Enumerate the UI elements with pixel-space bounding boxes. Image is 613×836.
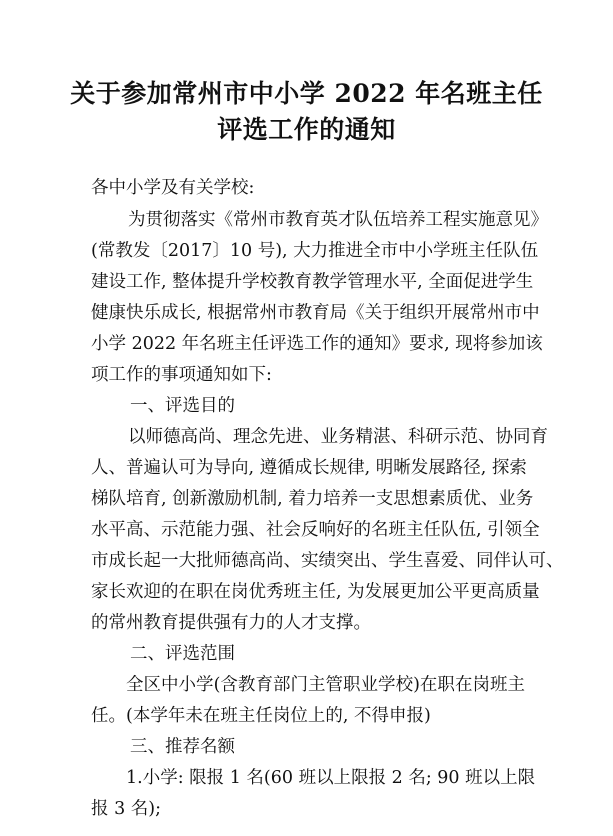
paragraph-1-line-5: 小学 2022 年名班主任评选工作的通知》要求, 现将参加该 (91, 334, 543, 354)
paragraph-1-line-2: (常教发〔2017〕10 号), 大力推进全市中小学班主任队伍 (91, 241, 539, 261)
section-1-line-6: 家长欢迎的在职在岗优秀班主任, 为发展更加公平更高质量 (91, 582, 540, 602)
paragraph-1-line-1: 为贯彻落实《常州市教育英才队伍培养工程实施意见》 (128, 210, 548, 230)
document-title-line-2: 评选工作的通知 (217, 115, 396, 144)
greeting: 各中小学及有关学校: (91, 178, 255, 198)
section-2-line-2: 任。(本学年未在班主任岗位上的, 不得申报) (91, 706, 431, 726)
paragraph-1-line-3: 建设工作, 整体提升学校教育教学管理水平, 全面促进学生 (91, 272, 534, 292)
section-1-line-2: 人、普遍认可为导向, 遵循成长规律, 明晰发展路径, 探索 (91, 458, 527, 478)
paragraph-1-line-4: 健康快乐成长, 根据常州市教育局《关于组织开展常州市中 (91, 303, 540, 323)
section-1-heading: 一、评选目的 (130, 396, 235, 416)
section-2-heading: 二、评选范围 (130, 644, 235, 664)
document-title-line-1: 关于参加常州市中小学 2022 年名班主任 (70, 79, 543, 108)
paragraph-1-line-6: 项工作的事项通知如下: (91, 365, 272, 385)
section-3-line-1: 1.小学: 限报 1 名(60 班以上限报 2 名; 90 班以上限 (126, 768, 536, 788)
section-3-heading: 三、推荐名额 (130, 737, 235, 757)
section-2-line-1: 全区中小学(含教育部门主管职业学校)在职在岗班主 (126, 675, 525, 695)
section-3-line-2: 报 3 名); (91, 799, 161, 819)
section-1-line-1: 以师德高尚、理念先进、业务精湛、科研示范、协同育 (128, 427, 548, 447)
section-1-line-5: 市成长起一大批师德高尚、实绩突出、学生喜爱、同伴认可、 (91, 551, 564, 571)
section-1-line-4: 水平高、示范能力强、社会反响好的名班主任队伍, 引领全 (91, 520, 540, 540)
section-1-line-7: 的常州教育提供强有力的人才支撑。 (91, 613, 371, 633)
section-1-line-3: 梯队培育, 创新激励机制, 着力培养一支思想素质优、业务 (91, 489, 534, 509)
